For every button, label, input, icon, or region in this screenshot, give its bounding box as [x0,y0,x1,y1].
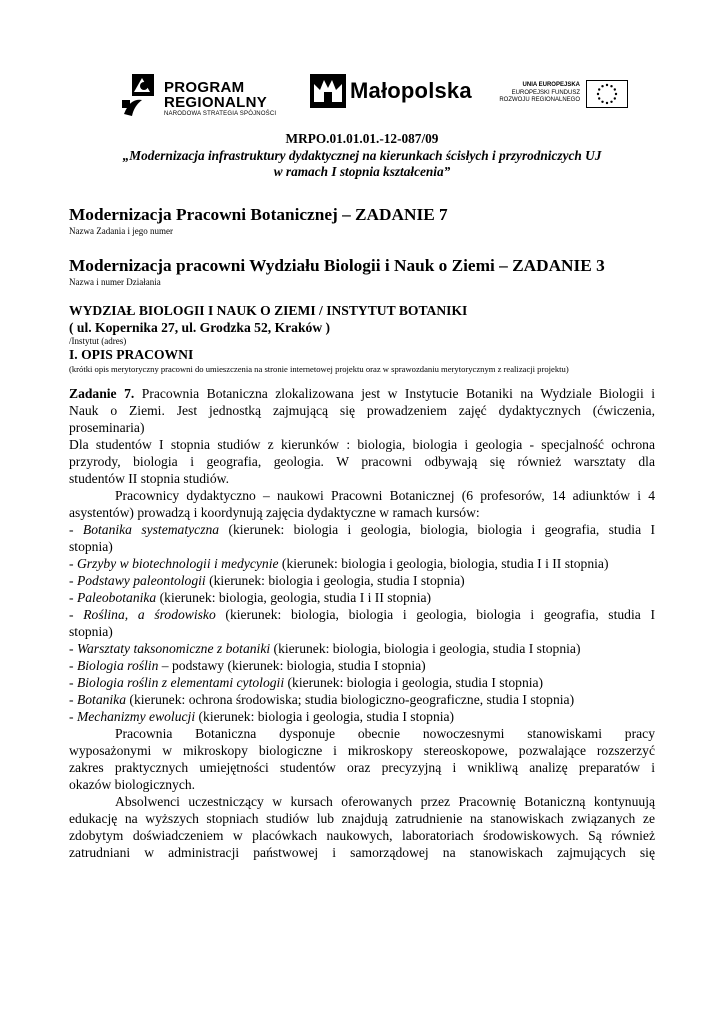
course-name: Biologia roślin z elementami cytologii [76,675,285,690]
p2-line3: studentów II stopnia studiów. [69,471,229,486]
program-line1: PROGRAM [164,79,245,96]
course-details: (kierunek: biologia i geologia, biologia, studia I i II stopnia) [278,556,609,571]
course-details-continued: stopnia) [69,539,113,554]
course-item [69,708,655,725]
task-title: Modernizacja Pracowni Botanicznej – ZADANIE 7 [69,205,448,224]
course-details: (kierunek: biologia i geologia, studia I stopnia) [195,709,455,724]
course-bullet: - [69,675,77,690]
course-bullet: - [69,573,77,588]
course-item [69,521,655,538]
course-details: (kierunek: biologia, biologia i geologia, studia I stopnia) [270,641,581,656]
p2-line1: Dla studentów I stopnia studiów z kierunków : biologia, biologia i geologia - specjalność ochrona [69,437,655,452]
course-bullet: - [69,641,77,656]
course-bullet: - [69,556,77,571]
action-caption: Nazwa i numer Działania [69,277,161,287]
p4-line4: okazów biologicznych. [69,777,196,792]
course-bullet: - [69,522,83,537]
course-name: Botanika [76,692,127,707]
p2-line2: przyrody, biologia i geografia, geologia. W pracowni odbywają się również warsztaty dla [69,454,655,469]
course-details: – podstawy (kierunek: biologia, studia I stopnia) [158,658,426,673]
p1-line3: proseminaria) [69,420,145,435]
course-name: Paleobotanika [76,590,157,605]
p3-line2: asystentów) prowadzą i koordynują zajęcia dydaktyczne w ramach kursów: [69,505,480,520]
program-regionalny-logo [120,70,300,122]
p1-line1: Zadanie 7. Pracownia Botaniczna zlokalizowana jest w Instytucie Botaniki na Wydziale Biologii i [69,386,655,401]
course-item [69,640,655,657]
course-details: (kierunek: ochrona środowiska; studia biologiczno-geograficzne, studia I stopnia) [126,692,575,707]
course-list [69,521,655,725]
course-bullet: - [69,590,77,605]
action-title: Modernizacja pracowni Wydziału Biologii i Nauk o Ziemi – ZADANIE 3 [69,256,605,275]
course-item [69,691,655,708]
eu-line2: EUROPEJSKI FUNDUSZ [511,89,580,96]
eu-text [492,82,580,105]
course-bullet: - [69,709,77,724]
course-details: (kierunek: biologia, geologia, studia I i II stopnia) [156,590,432,605]
eu-line3: ROZWOJU REGIONALNEGO [499,97,580,103]
p1-line2: Nauk o Ziemi. Jest jednostką zajmującą się prowadzeniem zajęć dydaktycznych (ćwiczenia, [69,403,655,418]
section-heading: I. OPIS PRACOWNI [69,347,194,362]
malopolska-name: Małopolska [350,78,472,103]
p5-line4: zatrudniani w administracji państwowej i samorządowej na stanowiskach zajmujących się [69,845,655,860]
project-title-line2: w ramach I stopnia kształcenia” [273,164,451,179]
project-title-line1: „Modernizacja infrastruktury dydaktycznej na kierunkach ścisłych i przyrodniczych UJ [122,148,602,163]
course-name: Biologia roślin [76,658,159,673]
course-details: (kierunek: biologia i geologia, studia I stopnia) [205,573,465,588]
course-details: (kierunek: biologia i geologia, biologia, biologia i geografia, studia I [219,522,655,537]
course-name: Roślina, a środowisko [83,607,216,622]
p3-line1: Pracownicy dydaktyczno – naukowi Pracowni Botanicznej (6 profesorów, 14 adiunktów i 4 [115,488,655,503]
eu-logo [492,80,632,120]
course-name: Botanika systematyczna [82,522,220,537]
course-details: (kierunek: biologia i geologia, studia I stopnia) [284,675,544,690]
task-label: Zadanie 7. [69,386,135,401]
institute-caption: /Instytut (adres) [69,336,127,346]
eu-flag-icon [586,80,628,108]
description-body [69,385,655,861]
p4-line3: zakres praktycznych umiejętności studentów oraz precyzyjną i wnikliwą analizę preparatów i [69,760,655,775]
institute-name: WYDZIAŁ BIOLOGII I NAUK O ZIEMI / INSTYTUT BOTANIKI [69,303,468,318]
course-details-continued: stopnia) [69,624,113,639]
course-item [69,589,655,606]
course-item [69,572,655,589]
course-name: Warsztaty taksonomiczne z botaniki [76,641,271,656]
project-code: MRPO.01.01.01.-12-087/09 [285,131,439,146]
program-regionalny-emblem-icon [120,70,160,120]
course-name: Mechanizmy ewolucji [76,709,196,724]
course-details: (kierunek: biologia, biologia i geologia, biologia i geografia, studia I [215,607,655,622]
course-item [69,674,655,691]
course-name: Grzyby w biotechnologii i medycynie [76,556,279,571]
p4-line1: Pracownia Botaniczna dysponuje obecnie nowoczesnymi stanowiskami pracy [115,726,655,741]
program-line3: NARODOWA STRATEGIA SPÓJNOŚCI [164,111,277,117]
p5-line3: zdobytym doświadczeniem w placówkach naukowych, laboratoriach środowiskowych. Są również [69,828,655,843]
course-item [69,555,655,572]
p4-line2: wyposażonymi w mikroskopy biologiczne i mikroskopy stereoskopowe, pozwalające rozszerzyć [69,743,655,758]
section-note: (krótki opis merytoryczny pracowni do umieszczenia na stronie internetowej projektu oraz w sprawozdaniu merytorycznym z realizacji projektu) [69,364,569,374]
course-bullet: - [69,658,77,673]
malopolska-logo [310,74,480,114]
institute-address: ( ul. Kopernika 27, ul. Grodzka 52, Kraków ) [69,320,331,335]
logo-header [120,66,640,126]
p5-line1: Absolwenci uczestniczący w kursach oferowanych przez Pracownię Botaniczną kontynuują [115,794,655,809]
program-line2: REGIONALNY [164,94,268,111]
eu-line1: UNIA EUROPEJSKA [522,82,580,88]
course-name: Podstawy paleontologii [76,573,206,588]
course-bullet: - [69,607,84,622]
p5-line2: edukację na wyższych stopniach studiów lub znajdują zatrudnienie na stanowiskach związanych ze [69,811,655,826]
course-bullet: - [69,692,77,707]
course-item [69,657,655,674]
course-item [69,606,655,623]
task-caption: Nazwa Zadania i jego numer [69,226,173,236]
malopolska-emblem-icon [310,74,346,108]
